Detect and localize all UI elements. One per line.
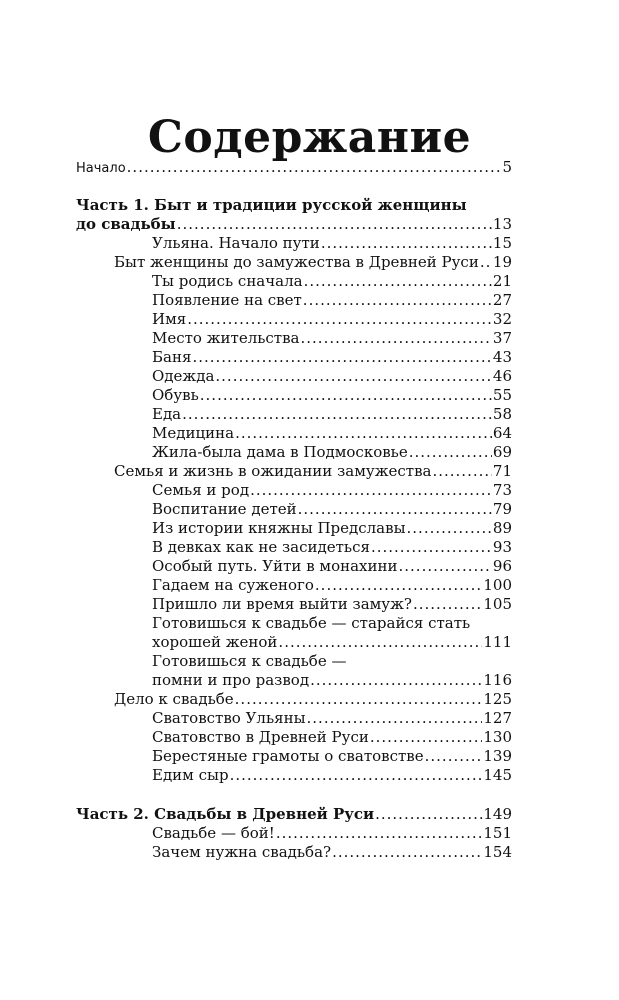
dot-leader <box>304 271 492 291</box>
dot-leader <box>192 347 491 367</box>
dot-leader <box>182 404 492 424</box>
toc-entry-title: Гадаем на суженого <box>152 576 314 594</box>
dot-leader <box>250 480 492 500</box>
toc-entry-title: Ты родись сначала <box>152 272 303 290</box>
toc-entry-page: 46 <box>492 367 512 385</box>
toc-entry[interactable] <box>152 823 512 843</box>
dot-leader <box>303 290 492 310</box>
toc-entry-title: Обувь <box>152 386 199 404</box>
toc-entry[interactable] <box>152 575 512 595</box>
toc-entry-page: 89 <box>492 519 512 537</box>
toc-entry[interactable] <box>152 632 512 652</box>
toc-entry[interactable] <box>152 366 512 386</box>
toc-entry-title: Ульяна. Начало пути <box>152 234 320 252</box>
toc-entry-title: Сватовство Ульяны <box>152 709 306 727</box>
toc-entry[interactable] <box>152 404 512 424</box>
dot-leader <box>177 214 492 234</box>
toc-entry-title: Место жительства <box>152 329 300 347</box>
toc-entry-title: Жила-была дама в Подмосковье <box>152 443 408 461</box>
toc-entry-part-2[interactable] <box>76 804 512 824</box>
dot-leader <box>278 632 482 652</box>
dot-leader <box>276 823 483 843</box>
toc-entry-page: 139 <box>483 747 512 765</box>
toc-entry-title: Часть 2. Свадьбы в Древней Руси <box>76 805 375 823</box>
toc-entry-page: 32 <box>492 310 512 328</box>
toc-entry-page: 64 <box>492 424 512 442</box>
toc-entry-title: до свадьбы <box>76 215 176 233</box>
toc-entry-title: Баня <box>152 348 192 366</box>
toc-entry[interactable] <box>152 556 512 576</box>
toc-entry-page: 100 <box>483 576 512 594</box>
toc-entry[interactable] <box>152 765 512 785</box>
toc-entry-chapter[interactable] <box>114 461 512 481</box>
toc-entry[interactable] <box>152 499 512 519</box>
dot-leader <box>425 746 483 766</box>
toc-entry-title: Семья и род <box>152 481 250 499</box>
toc-entry-page: 21 <box>492 272 512 290</box>
toc-entry-page: 127 <box>483 709 512 727</box>
dot-leader <box>230 765 483 785</box>
toc-entry[interactable] <box>152 727 512 747</box>
toc-entry-title: Имя <box>152 310 187 328</box>
dot-leader <box>413 594 482 614</box>
toc-entry-title: Пришло ли время выйти замуж? <box>152 595 412 613</box>
dot-leader <box>399 556 492 576</box>
dot-leader <box>127 157 502 177</box>
dot-leader <box>332 842 482 862</box>
toc-entry-title: Воспитание детей <box>152 500 297 518</box>
toc-entry[interactable] <box>152 347 512 367</box>
toc-entry-title: Берестяные грамоты о сватовстве <box>152 747 424 765</box>
dot-leader <box>187 309 492 329</box>
toc-entry-part-1[interactable] <box>76 214 512 234</box>
toc-entry-page: 145 <box>483 766 512 784</box>
toc-entry[interactable] <box>152 442 512 462</box>
toc-entry-intro[interactable] <box>76 157 512 177</box>
toc-entry-title: Из истории княжны Предславы <box>152 519 406 537</box>
toc-entry-page: 96 <box>492 557 512 575</box>
toc-entry-page: 43 <box>492 348 512 366</box>
toc-entry[interactable] <box>152 708 512 728</box>
toc-entry-page: 149 <box>483 805 512 823</box>
page-title: Содержание <box>147 112 472 163</box>
toc-entry[interactable] <box>152 309 512 329</box>
toc-entry-title: Свадьбе — бой! <box>152 824 275 842</box>
toc-entry[interactable] <box>152 518 512 538</box>
dot-leader <box>310 670 482 690</box>
dot-leader <box>200 385 492 405</box>
toc-entry-title: Семья и жизнь в ожидании замужества <box>114 462 432 480</box>
dot-leader <box>321 233 492 253</box>
toc-entry-title: Еда <box>152 405 182 423</box>
toc-entry[interactable] <box>152 423 512 443</box>
toc-entry-chapter[interactable] <box>114 252 512 272</box>
toc-entry[interactable] <box>152 480 512 500</box>
toc-entry[interactable] <box>152 746 512 766</box>
part-heading-line: Часть 1. Быт и традиции русской женщины <box>76 196 467 214</box>
toc-entry-page: 15 <box>492 234 512 252</box>
toc-entry[interactable] <box>152 271 512 291</box>
toc-entry[interactable] <box>152 670 512 690</box>
toc-entry-title: Сватовство в Древней Руси <box>152 728 369 746</box>
dot-leader <box>375 804 482 824</box>
toc-entry-title-line: Готовишься к свадьбе — <box>152 652 347 670</box>
dot-leader <box>432 461 491 481</box>
toc-entry-page: 125 <box>483 690 512 708</box>
dot-leader <box>371 537 492 557</box>
toc-entry[interactable] <box>152 233 512 253</box>
toc-entry-title: Медицина <box>152 424 235 442</box>
toc-entry-page: 19 <box>492 253 512 271</box>
toc-entry-page: 93 <box>492 538 512 556</box>
toc-entry[interactable] <box>152 290 512 310</box>
toc-entry-page: 73 <box>492 481 512 499</box>
dot-leader <box>315 575 482 595</box>
toc-entry-page: 13 <box>492 215 512 233</box>
toc-entry-page: 130 <box>483 728 512 746</box>
toc-entry-title: В девках как не засидеться <box>152 538 370 556</box>
toc-entry-page: 151 <box>483 824 512 842</box>
toc-entry-title-line: Готовишься к свадьбе — старайся стать <box>152 614 471 632</box>
toc-entry-page: 111 <box>483 633 512 651</box>
dot-leader <box>480 252 492 272</box>
toc-entry-page: 71 <box>492 462 512 480</box>
toc-entry-page: 69 <box>492 443 512 461</box>
toc-entry[interactable] <box>152 385 512 405</box>
toc-entry[interactable] <box>152 328 512 348</box>
toc-entry[interactable] <box>152 594 512 614</box>
toc-entry-page: 105 <box>483 595 512 613</box>
dot-leader <box>301 328 492 348</box>
dot-leader <box>215 366 492 386</box>
toc-entry-page: 116 <box>483 671 512 689</box>
toc-entry-page: 58 <box>492 405 512 423</box>
toc-entry[interactable] <box>152 537 512 557</box>
toc-entry-title: помни и про развод <box>152 671 310 689</box>
dot-leader <box>235 689 483 709</box>
toc-entry-title: Особый путь. Уйти в монахини <box>152 557 398 575</box>
toc-entry-title: Быт женщины до замужества в Древней Руси <box>114 253 479 271</box>
toc-entry-page: 27 <box>492 291 512 309</box>
dot-leader <box>298 499 492 519</box>
toc-entry-page: 154 <box>483 843 512 861</box>
dot-leader <box>409 442 492 462</box>
dot-leader <box>407 518 492 538</box>
toc-entry-chapter[interactable] <box>114 689 512 709</box>
dot-leader <box>370 727 482 747</box>
toc-entry-page: 37 <box>492 329 512 347</box>
toc-entry-title: Зачем нужна свадьба? <box>152 843 332 861</box>
toc-entry-title: Едим сыр <box>152 766 229 784</box>
dot-leader <box>307 708 483 728</box>
toc-entry-title: Дело к свадьбе <box>114 690 234 708</box>
toc-entry-page: 55 <box>492 386 512 404</box>
toc-entry-title: хорошей женой <box>152 633 278 651</box>
toc-entry[interactable] <box>152 842 512 862</box>
toc-entry-page: 5 <box>502 158 512 176</box>
dot-leader <box>235 423 492 443</box>
toc-entry-title: Одежда <box>152 367 215 385</box>
toc-entry-title: Начало <box>76 161 126 176</box>
toc-entry-title: Появление на свет <box>152 291 302 309</box>
toc-entry-page: 79 <box>492 500 512 518</box>
